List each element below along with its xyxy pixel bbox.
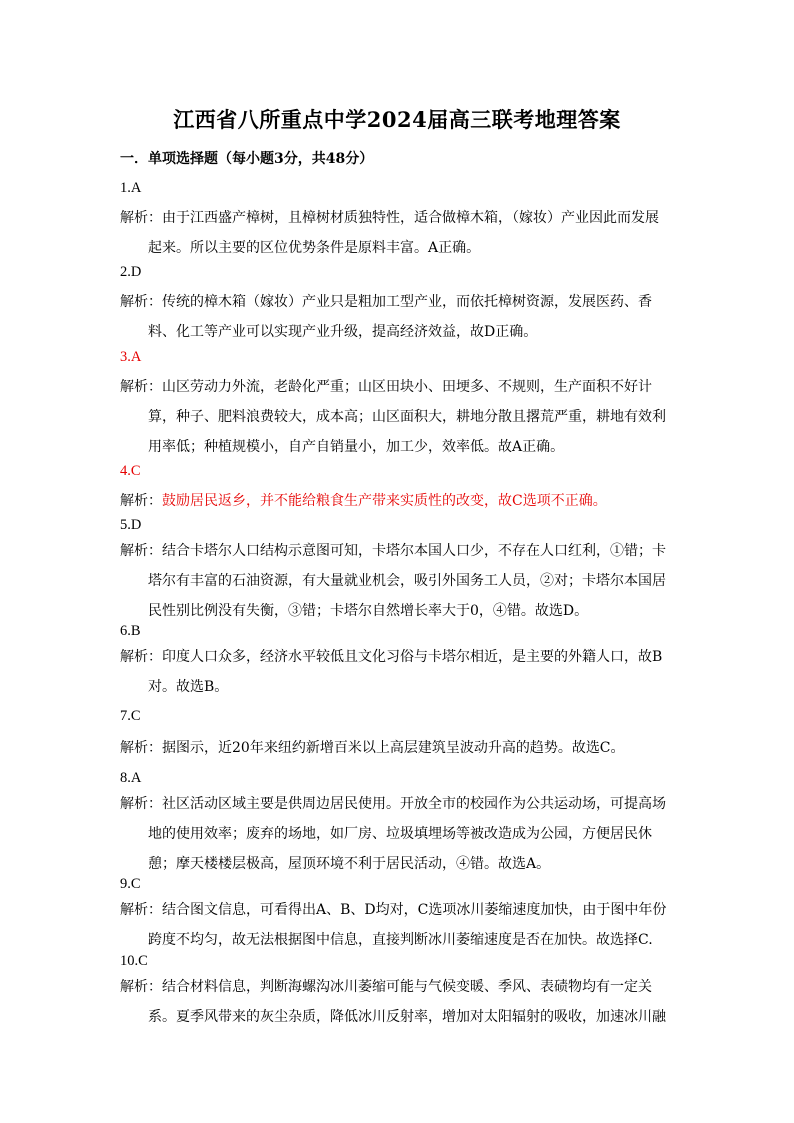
explanation-text (120, 493, 607, 509)
question-number: 6.B (120, 623, 141, 639)
explanation-line: 跨度不均匀，故无法根据图中信息，直接判断冰川萎缩速度是否在加快。故选择C. (148, 932, 653, 948)
page-title: 江西省八所重点中学2024届高三联考地理答案 (173, 107, 621, 132)
explanation-line: 解析：结合图文信息，可看得出A、B、D均对，C选项冰川萎缩速度加快，由于图中年份 (120, 902, 667, 918)
question-item (120, 874, 680, 960)
explanation-prefix: 解析： (120, 493, 162, 509)
question-item (120, 768, 680, 884)
answer-explanation (120, 977, 680, 1037)
answer-explanation (120, 292, 680, 352)
answer-explanation (120, 647, 680, 707)
question-number: 2.D (120, 264, 142, 280)
question-item (120, 347, 680, 467)
explanation-line: 起来。所以主要的区位优势条件是原料丰富。A正确。 (148, 240, 481, 256)
explanation-line: 民性别比例没有失衡，③错；卡塔尔自然增长率大于0，④错。故选D。 (148, 603, 589, 619)
question-number: 5.D (120, 517, 142, 533)
explanation-line: 解析：据图示，近20年来纽约新增百米以上高层建筑呈波动升高的趋势。故选C。 (120, 740, 625, 756)
question-number: 10.C (120, 953, 148, 969)
explanation-line: 解析：结合卡塔尔人口结构示意图可知，卡塔尔本国人口少，不存在人口红利，①错；卡 (120, 543, 666, 559)
explanation-line: 解析：结合材料信息，判断海螺沟冰川萎缩可能与气候变暖、季风、表碛物均有一定关 (120, 979, 652, 995)
answer-explanation (120, 208, 680, 268)
explanation-line: 地的使用效率；废弃的场地，如厂房、垃圾填埋场等被改造成为公园，方便居民休 (148, 826, 652, 842)
explanation-line: 对。故选B。 (148, 679, 229, 695)
explanation-line: 解析：印度人口众多，经济水平较低且文化习俗与卡塔尔相近，是主要的外籍人口，故B (120, 649, 663, 665)
question-number: 1.A (120, 180, 142, 196)
section-heading: 一．单项选择题（每小题3分，共48分） (120, 151, 374, 167)
explanation-line: 解析：山区劳动力外流，老龄化严重；山区田块小、田埂多、不规则，生产面积不好计 (120, 379, 652, 395)
question-number: 4.C (120, 463, 141, 479)
explanation-line: 解析：传统的樟木箱（嫁妆）产业只是粗加工型产业，而依托樟树资源，发展医药、香 (120, 294, 652, 310)
answer-explanation (120, 377, 680, 467)
answer-explanation (120, 541, 680, 631)
explanation-line: 算，种子、肥料浪费较大，成本高；山区面积大，耕地分散且撂荒严重，耕地有效利 (148, 409, 666, 425)
question-item (120, 706, 680, 768)
question-number: 3.A (120, 349, 142, 365)
explanation-line: 系。夏季风带来的灰尘杂质，降低冰川反射率，增加对太阳辐射的吸收，加速冰川融 (148, 1009, 666, 1025)
explanation-line: 解析：社区活动区域主要是供周边居民使用。开放全市的校园作为公共运动场，可提高场 (120, 796, 666, 812)
explanation-line: 料、化工等产业可以实现产业升级，提高经济效益，故D正确。 (148, 324, 538, 340)
explanation-line: 塔尔有丰富的石油资源，有大量就业机会，吸引外国务工人员，②对；卡塔尔本国居 (148, 573, 666, 589)
answer-explanation (120, 794, 680, 884)
explanation-line: 用率低；种植规模小，自产自销量小，加工少，效率低。故A正确。 (148, 439, 565, 455)
question-item (120, 621, 680, 707)
question-item (120, 262, 680, 352)
explanation-highlight: 鼓励居民返乡，并不能给粮食生产带来实质性的改变，故C选项不正确。 (162, 493, 607, 509)
question-item (120, 178, 680, 268)
explanation-line: 憩；摩天楼楼层极高，屋顶环境不利于居民活动，④错。故选A。 (148, 856, 551, 872)
question-number: 7.C (120, 708, 141, 724)
explanation-line: 解析：由于江西盛产樟树，且樟树材质独特性，适合做樟木箱，（嫁妆）产业因此而发展 (120, 210, 659, 226)
question-item (120, 461, 680, 521)
question-item (120, 951, 680, 1037)
question-item (120, 515, 680, 631)
question-number: 8.A (120, 770, 142, 786)
question-number: 9.C (120, 876, 141, 892)
answer-explanation (120, 738, 680, 768)
